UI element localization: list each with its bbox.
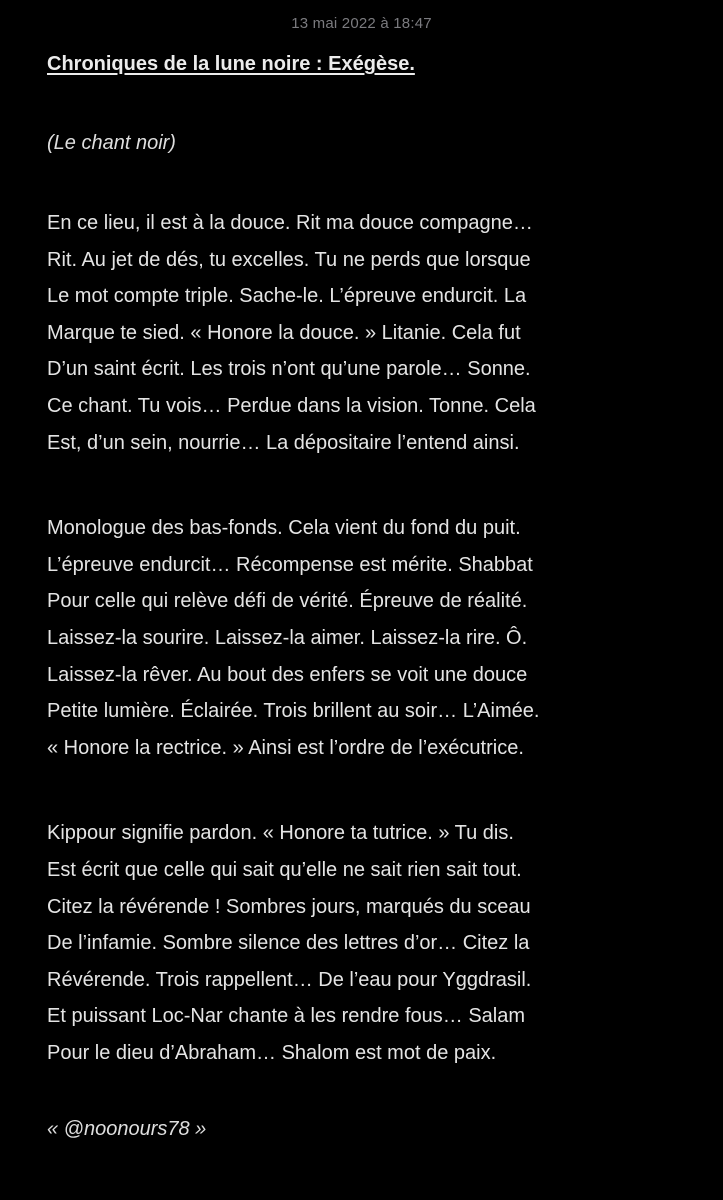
stanza-line: Kippour signifie pardon. « Honore ta tutrice. » Tu dis. [47, 822, 514, 845]
stanza-line: D’un saint écrit. Les trois n’ont qu’une parole… Sonne. [47, 358, 531, 381]
stanza-line: En ce lieu, il est à la douce. Rit ma douce compagne… [47, 212, 533, 234]
stanza-line: Pour le dieu d’Abraham… Shalom est mot de paix. [47, 1041, 497, 1064]
stanza-line: Le mot compte triple. Sache-le. L’épreuve endurcit. La [47, 285, 527, 308]
stanza-line: Ce chant. Tu vois… Perdue dans la vision. Tonne. Cela [47, 394, 536, 417]
stanza-line: Et puissant Loc-Nar chante à les rendre fous… Salam [47, 1005, 526, 1028]
stanza-line: Révérende. Trois rappellent… De l’eau pour Yggdrasil. [47, 968, 532, 991]
stanza-line: L’épreuve endurcit… Récompense est mérite. Shabbat [47, 553, 533, 576]
stanza-line: Est, d’un sein, nourrie… La dépositaire l’entend ainsi. [47, 431, 520, 454]
stanza-3 [47, 815, 707, 1071]
timestamp: 13 mai 2022 à 18:47 [291, 15, 432, 32]
stanza-line: Laissez-la rêver. Au bout des enfers se voit une douce [47, 663, 528, 686]
note-subtitle: (Le chant noir) [47, 132, 176, 154]
note-signature: « @noonours78 » [47, 1118, 207, 1141]
note-body[interactable] [47, 51, 707, 1142]
stanza-line: De l’infamie. Sombre silence des lettres d’or… Citez la [47, 932, 530, 955]
stanza-line: Rit. Au jet de dés, tu excelles. Tu ne perds que lorsque [47, 248, 531, 271]
stanza-line: Laissez-la sourire. Laissez-la aimer. Laissez-la rire. Ô. [47, 626, 528, 649]
stanza-line: Monologue des bas-fonds. Cela vient du fond du puit. [47, 517, 521, 540]
stanza-line: Petite lumière. Éclairée. Trois brillent au soir… L’Aimée. [47, 700, 540, 723]
stanza-line: Marque te sied. « Honore la douce. » Litanie. Cela fut [47, 321, 521, 344]
stanza-2 [47, 510, 707, 766]
stanza-line: « Honore la rectrice. » Ainsi est l’ordre de l’exécutrice. [47, 736, 524, 759]
stanza-line: Citez la révérende ! Sombres jours, marqués du sceau [47, 895, 531, 918]
stanza-line: Est écrit que celle qui sait qu’elle ne sait rien sait tout. [47, 858, 522, 881]
stanza-line: Pour celle qui relève défi de vérité. Épreuve de réalité. [47, 590, 528, 613]
note-title: Chroniques de la lune noire : Exégèse. [47, 53, 415, 75]
stanza-1 [47, 205, 707, 461]
